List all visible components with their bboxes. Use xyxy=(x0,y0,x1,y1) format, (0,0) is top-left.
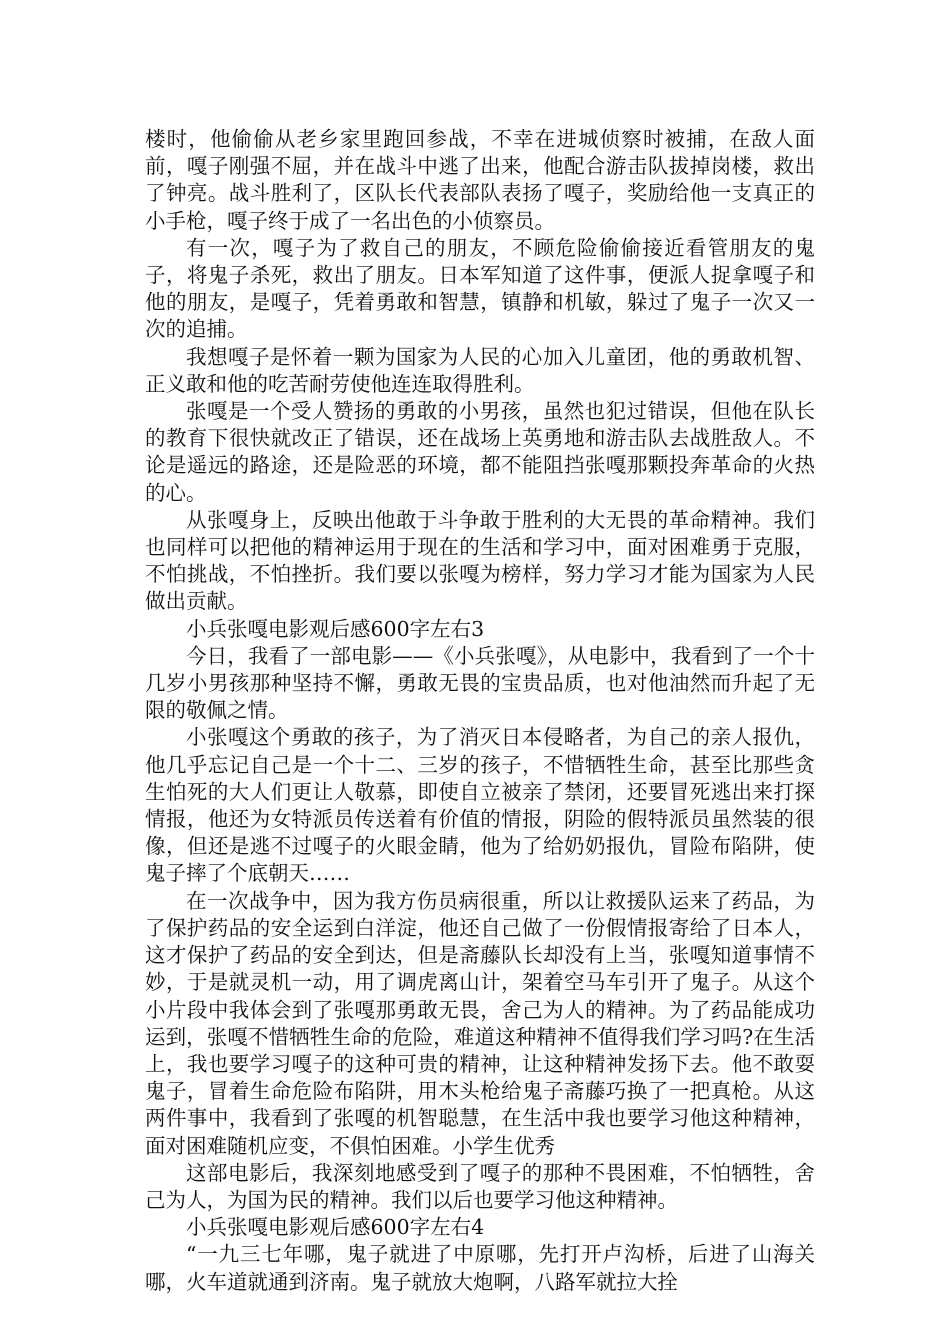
document-page xyxy=(145,126,815,1296)
paragraph-brave-boy: 张嘎是一个受人赞扬的勇敢的小男孩，虽然也犯过错误，但他在队长的教育下很快就改正了错误，还在战场上英勇地和游击队去战胜敌人。不论是遥远的路途，还是险恶的环境，都不能阻挡张嘎那颗投奔革命的火热的心。 xyxy=(145,399,815,505)
paragraph-brave-child: 小张嘎这个勇敢的孩子，为了消灭日本侵略者，为自己的亲人报仇，他几乎忘记自己是一个十二、三岁的孩子，不惜牺牲生命，甚至比那些贪生怕死的大人们更让人敬慕，即使自立被亲了禁闭，还要冒死逃出来打探情报，他还为女特派员传送着有价值的情报，阴险的假特派员虽然装的很像，但还是逃不过嘎子的火眼金睛，他为了给奶奶报仇，冒险布陷阱，使鬼子摔了个底朝天…… xyxy=(145,725,815,886)
paragraph-watched-movie: 今日，我看了一部电影——《小兵张嘎》，从电影中，我看到了一个十几岁小男孩那种坚持不懈，勇敢无畏的宝贵品质，也对他油然而升起了无限的敬佩之情。 xyxy=(145,643,815,723)
paragraph-children-corps: 我想嘎子是怀着一颗为国家为人民的心加入儿童团，他的勇敢机智、正义敢和他的吃苦耐劳使他连连取得胜利。 xyxy=(145,344,815,396)
paragraph-medicine-mission: 在一次战争中，因为我方伤员病很重，所以让救援队运来了药品，为了保护药品的安全运到白洋淀，他还自己做了一份假情报寄给了日本人，这才保护了药品的安全到达，但是斋藤队长却没有上当，张嘎知道事情不妙，于是就灵机一动，用了调虎离山计，架着空马车引开了鬼子。从这个小片段中我体会到了张嘎那勇敢无畏，舍己为人的精神。为了药品能成功运到，张嘎不惜牺牲生命的危险，难道这种精神不值得我们学习吗?在生活上，我也要学习嘎子的这种可贵的精神，让这种精神发扬下去。他不敢耍鬼子，冒着生命危险布陷阱，用木头枪给鬼子斋藤巧换了一把真枪。从这两件事中，我看到了张嘎的机智聪慧，在生活中我也要学习他这种精神，面对困难随机应变，不俱怕困难。小学生优秀 xyxy=(145,888,815,1158)
paragraph-rescue-friend: 有一次，嘎子为了救自己的朋友，不顾危险偷偷接近看管朋友的鬼子，将鬼子杀死，救出了朋友。日本军知道了这件事，便派人捉拿嘎子和他的朋友，是嘎子，凭着勇敢和智慧，镇静和机敏，躲过了鬼子一次又一次的追捕。 xyxy=(145,235,815,342)
section-heading-4: 小兵张嘎电影观后感600字左右4 xyxy=(186,1215,485,1240)
section-heading-3: 小兵张嘎电影观后感600字左右3 xyxy=(186,616,485,641)
paragraph-revolutionary-spirit: 从张嘎身上，反映出他敢于斗争敢于胜利的大无畏的革命精神。我们也同样可以把他的精神运用于现在的生活和学习中，面对困难勇于克服，不怕挑战，不怕挫折。我们要以张嘎为榜样，努力学习才能为国家为人民做出贡献。 xyxy=(145,507,815,614)
paragraph-continued: 楼时，他偷偷从老乡家里跑回参战，不幸在进城侦察时被捕，在敌人面前，嘎子刚强不屈，并在战斗中逃了出来，他配合游击队拔掉岗楼，救出了钟亮。战斗胜利了，区队长代表部队表扬了嘎子，奖励给他一支真正的小手枪，嘎子终于成了一名出色的小侦察员。 xyxy=(145,127,815,233)
paragraph-conclusion: 这部电影后，我深刻地感受到了嘎子的那种不畏困难，不怕牺牲，舍己为人，为国为民的精神。我们以后也要学习他这种精神。 xyxy=(145,1160,815,1212)
paragraph-song-quote: “一九三七年哪，鬼子就进了中原哪，先打开卢沟桥，后进了山海关哪，火车道就通到济南。鬼子就放大炮啊，八路军就拉大拴 xyxy=(145,1242,815,1294)
